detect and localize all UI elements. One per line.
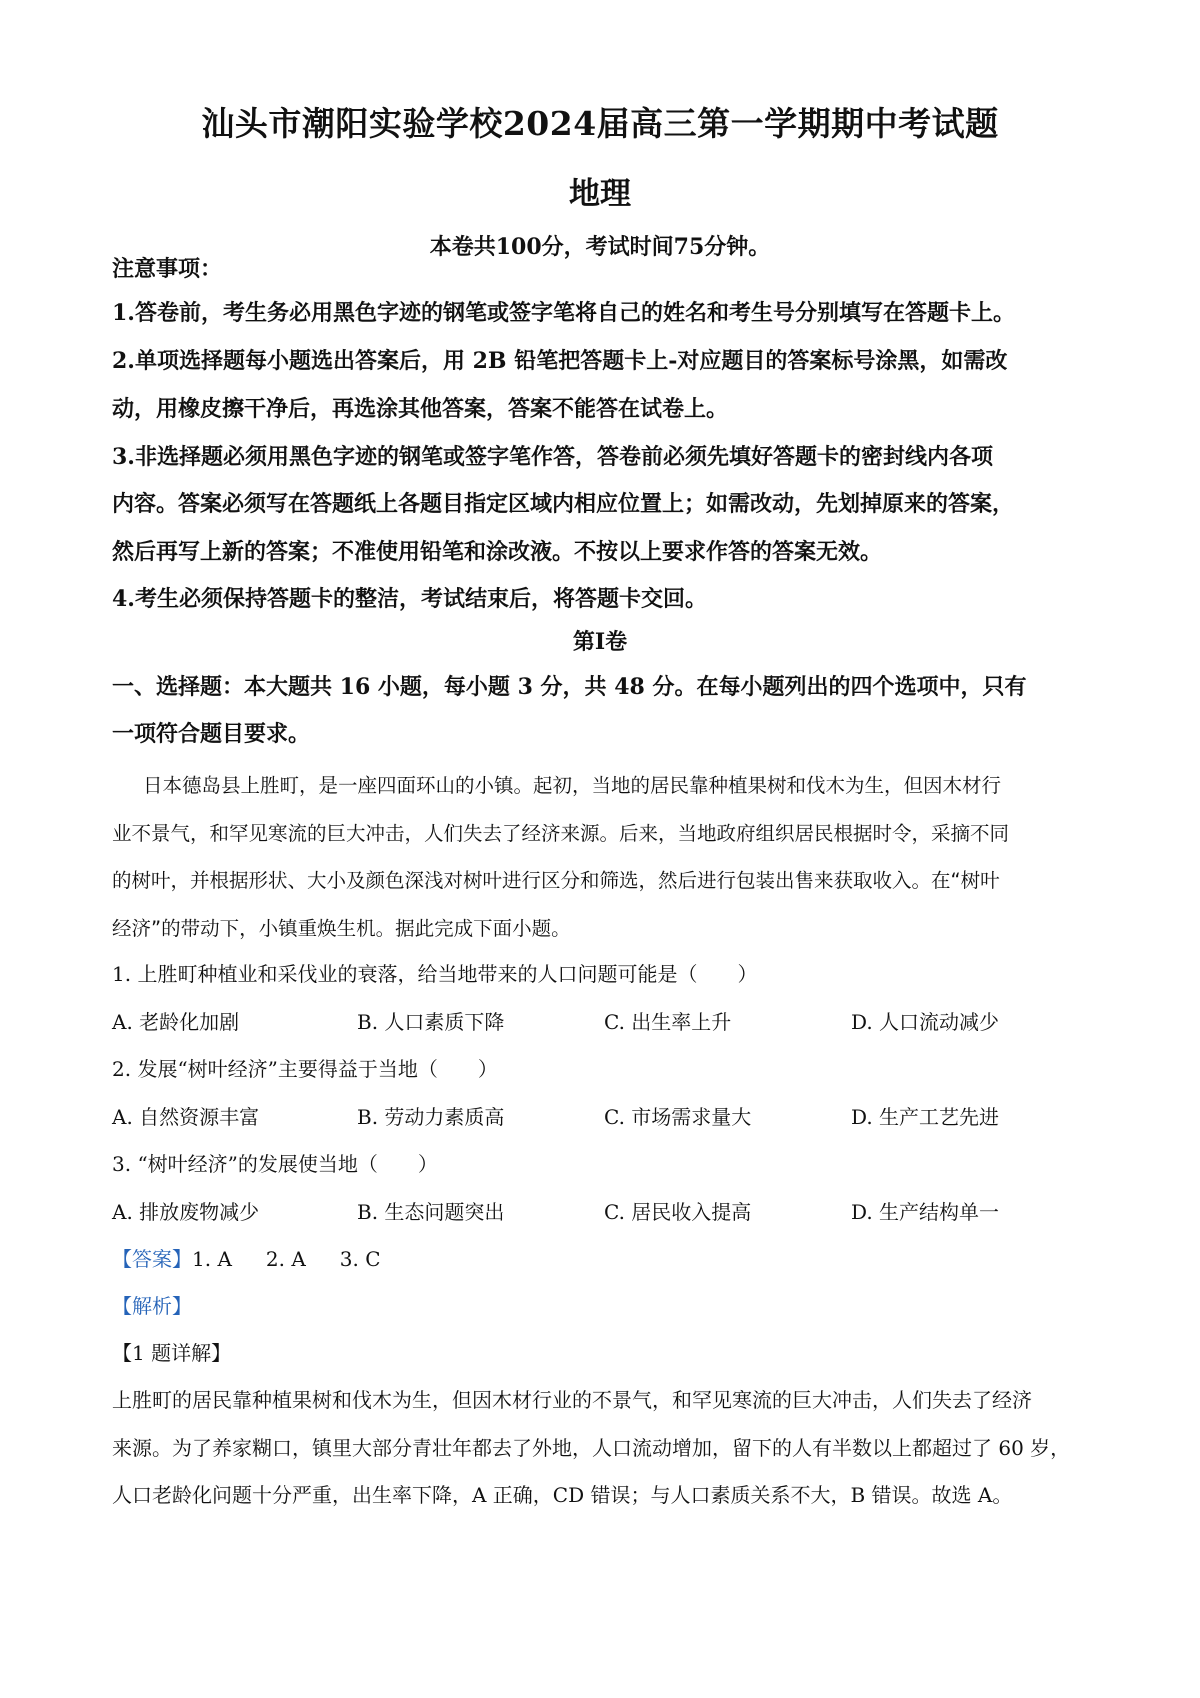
answer-line <box>112 1243 1102 1272</box>
detail-heading: 【1 题详解】 <box>112 1341 232 1365</box>
option-c: C. 市场需求量大 <box>604 1105 752 1129</box>
analysis-line: 来源。为了养家糊口，镇里大部分青壮年都去了外地，人口流动增加，留下的人有半数以上都超过了 60 岁， <box>112 1436 1071 1460</box>
exam-info: 本卷共100分，考试时间75分钟。 <box>429 234 771 260</box>
subject-title: 地理 <box>569 176 631 212</box>
answer-label: 【答案】 <box>112 1247 192 1271</box>
notice-line: 动，用橡皮擦干净后，再选涂其他答案，答案不能答在试卷上。 <box>112 396 729 422</box>
option-a: A. 老龄化加剧 <box>112 1010 240 1034</box>
passage-line: 经济”的带动下，小镇重焕生机。据此完成下面小题。 <box>112 917 571 940</box>
exam-title: 汕头市潮阳实验学校2024届高三第一学期期中考试题 <box>201 104 999 143</box>
question-stem: 1. 上胜町种植业和采伐业的衰落，给当地带来的人口问题可能是（ ） <box>112 962 758 986</box>
passage-line: 业不景气，和罕见寒流的巨大冲击，人们失去了经济来源。后来，当地政府组织居民根据时令，采摘不同 <box>112 822 1010 845</box>
analysis-line: 人口老龄化问题十分严重，出生率下降，A 正确，CD 错误；与人口素质关系不大，B 错误。故选 A。 <box>112 1483 1013 1507</box>
option-b: B. 劳动力素质高 <box>357 1105 505 1129</box>
notice-line: 2.单项选择题每小题选出答案后，用 2B 铅笔把答题卡上-对应题目的答案标号涂黑，如需改 <box>112 348 1008 374</box>
option-d: D. 生产结构单一 <box>851 1200 1000 1224</box>
notice-line: 4.考生必须保持答题卡的整洁，考试结束后，将答题卡交回。 <box>112 586 707 612</box>
option-d: D. 人口流动减少 <box>851 1010 1000 1034</box>
analysis-label: 【解析】 <box>112 1294 192 1318</box>
option-d: D. 生产工艺先进 <box>851 1105 1000 1129</box>
section-heading: 一、选择题：本大题共 16 小题，每小题 3 分，共 48 分。在每小题列出的四个选项中，只有 <box>112 674 1027 700</box>
notice-line: 1.答卷前，考生务必用黑色字迹的钢笔或签字笔将自己的姓名和考生号分别填写在答题卡上。 <box>112 300 1015 326</box>
answer-item: 2. A <box>265 1247 306 1271</box>
notice-line: 内容。答案必须写在答题纸上各题目指定区域内相应位置上；如需改动，先划掉原来的答案， <box>112 491 1015 517</box>
analysis-line: 上胜町的居民靠种植果树和伐木为生，但因木材行业的不景气，和罕见寒流的巨大冲击，人们失去了经济 <box>112 1388 1032 1412</box>
passage-line: 日本德岛县上胜町，是一座四面环山的小镇。起初，当地的居民靠种植果树和伐木为生，但因木材行 <box>143 774 1002 797</box>
answer-item: 1. A <box>192 1247 232 1271</box>
option-b: B. 生态问题突出 <box>357 1200 505 1224</box>
option-a: A. 排放废物减少 <box>112 1200 260 1224</box>
volume-heading: 第Ⅰ卷 <box>572 629 628 655</box>
question-stem: 2. 发展“树叶经济”主要得益于当地（ ） <box>112 1057 498 1081</box>
answer-item: 3. C <box>339 1247 381 1271</box>
option-a: A. 自然资源丰富 <box>112 1105 260 1129</box>
option-c: C. 出生率上升 <box>604 1010 732 1034</box>
question-stem: 3. “树叶经济”的发展使当地（ ） <box>112 1152 438 1176</box>
notice-line: 3.非选择题必须用黑色字迹的钢笔或签字笔作答，答卷前必须先填好答题卡的密封线内各项 <box>112 444 993 470</box>
option-c: C. 居民收入提高 <box>604 1200 752 1224</box>
option-b: B. 人口素质下降 <box>357 1010 505 1034</box>
notice-line: 然后再写上新的答案；不准使用铅笔和涂改液。不按以上要求作答的答案无效。 <box>112 539 883 565</box>
notice-heading: 注意事项： <box>112 256 223 282</box>
passage-line: 的树叶，并根据形状、大小及颜色深浅对树叶进行区分和筛选，然后进行包装出售来获取收入。在“树叶 <box>112 869 1000 892</box>
section-heading: 一项符合题目要求。 <box>112 721 311 747</box>
